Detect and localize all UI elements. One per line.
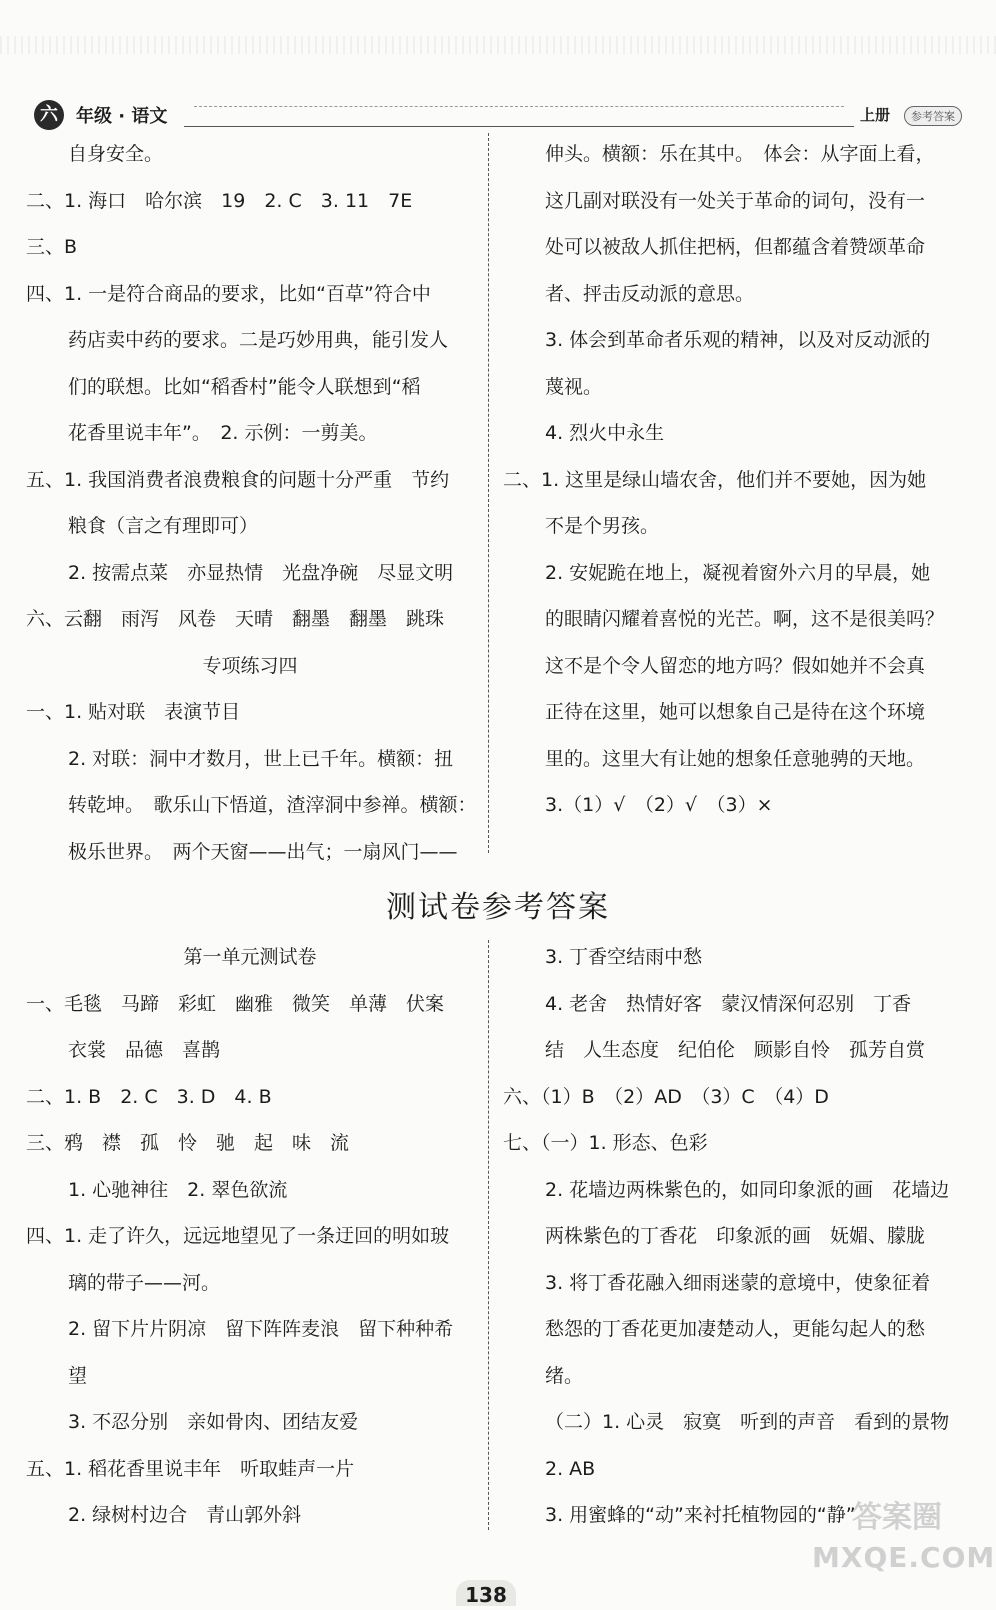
answer-line: 绪。 — [545, 1364, 584, 1387]
answer-line: 2. 安妮跪在地上，凝视着窗外六月的早晨，她 — [545, 561, 931, 584]
answer-line: 2. 绿树村边合 青山郭外斜 — [68, 1504, 302, 1526]
answer-line: 不是个男孩。 — [545, 515, 660, 537]
answer-line: 3. 丁香空结雨中愁 — [545, 946, 703, 968]
section-title: 测试卷参考答案 — [386, 890, 610, 925]
answer-line: 望 — [68, 1364, 88, 1387]
answer-line: 2. AB — [545, 1457, 596, 1480]
answer-line: 璃的带子——河。 — [68, 1271, 221, 1294]
answer-line: 一、1. 贴对联 表演节目 — [26, 701, 241, 723]
left-column-top — [26, 131, 477, 875]
answer-line: 五、1. 我国消费者浪费粮食的问题十分严重 节约 — [26, 468, 450, 491]
answer-line: 第一单元测试卷 — [183, 946, 317, 968]
answer-line: 这几副对联没有一处关于革命的词句，没有一 — [545, 189, 926, 212]
answer-line: 3. 用蜜蜂的“动”来衬托植物园的“静” — [545, 1504, 856, 1526]
answer-line: 3.（1）√ （2）√ （3）× — [545, 794, 773, 816]
answer-line: 极乐世界。 两个天窗——出气；一扇风门—— — [68, 840, 458, 863]
answer-line: 蔑视。 — [545, 375, 603, 398]
answer-line: 结 人生态度 纪伯伦 顾影自怜 孤芳自赏 — [545, 1039, 926, 1061]
column-divider-bottom — [488, 940, 489, 1530]
answer-line: 药店卖中药的要求。二是巧妙用典，能引发人 — [68, 329, 449, 351]
answer-line: 专项练习四 — [202, 654, 298, 677]
answer-line: 二、1. B 2. C 3. D 4. B — [26, 1085, 272, 1108]
answer-line: 2. 对联：洞中才数月，世上已千年。横额：扭 — [68, 747, 454, 770]
scan-noise-band — [0, 36, 996, 54]
answer-line: 二、1. 这里是绿山墙农舍，他们并不要她，因为她 — [503, 468, 927, 491]
subject-title: 年级 · 语文 — [76, 106, 168, 127]
header-dashed-rule — [194, 106, 844, 107]
answer-line: 自身安全。 — [68, 143, 164, 165]
answer-line: 衣裳 品德 喜鹊 — [68, 1039, 221, 1061]
watermark-logo — [812, 1498, 996, 1594]
answer-line: 二、1. 海口 哈尔滨 19 2. C 3. 11 7E — [26, 189, 413, 212]
answer-line: 一、毛毯 马蹄 彩虹 幽雅 微笑 单薄 伏案 — [26, 992, 445, 1015]
grade-badge: 六 — [34, 100, 64, 130]
answer-line: 处可以被敌人抓住把柄，但都蕴含着赞颂革命 — [545, 236, 926, 258]
answer-line: 两株紫色的丁香花 印象派的画 妩媚、朦胧 — [545, 1225, 926, 1247]
answer-line: 四、1. 一是符合商品的要求，比如“百草”符合中 — [26, 282, 431, 305]
answer-line: 1. 心驰神往 2. 翠色欲流 — [68, 1178, 288, 1201]
page-header — [34, 98, 972, 132]
answer-line: 3. 不忍分别 亲如骨肉、团结友爱 — [68, 1411, 359, 1433]
answer-line: 们的联想。比如“稻香村”能令人联想到“稻 — [68, 375, 421, 398]
right-column-bottom — [503, 934, 973, 1539]
answer-line: 三、鸦 襟 孤 怜 驰 起 味 流 — [26, 1132, 350, 1154]
watermark-cn: 答案圈 — [852, 1500, 942, 1535]
answer-line: 六、（1）B （2）AD （3）C （4）D — [503, 1085, 829, 1108]
answer-line: 花香里说丰年”。 2. 示例：一剪美。 — [68, 422, 378, 444]
watermark-en: MXQE.COM — [812, 1541, 996, 1574]
answer-line: 四、1. 走了许久，远远地望见了一条迂回的明如玻 — [26, 1225, 450, 1247]
header-rule — [184, 126, 854, 127]
answer-line: 4. 老舍 热情好客 蒙汉情深何忍别 丁香 — [545, 992, 912, 1015]
answer-line: 粮食（言之有理即可） — [68, 515, 259, 537]
answer-line: 这不是个令人留恋的地方吗？假如她并不会真 — [545, 654, 926, 677]
answer-line: 里的。这里大有让她的想象任意驰骋的天地。 — [545, 747, 926, 770]
answer-line: 六、云翻 雨泻 风卷 天晴 翻墨 翻墨 跳珠 — [26, 608, 445, 630]
right-column-top — [503, 131, 973, 829]
answer-line: 3. 体会到革命者乐观的精神，以及对反动派的 — [545, 329, 931, 351]
answer-line: 2. 按需点菜 亦显热情 光盘净碗 尽显文明 — [68, 561, 454, 584]
answer-line: 正待在这里，她可以想象自己是待在这个环境 — [545, 701, 926, 723]
volume-label: 上册 — [860, 106, 891, 124]
answer-line: 的眼睛闪耀着喜悦的光芒。啊，这不是很美吗？ — [545, 608, 945, 630]
answer-line: 3. 将丁香花融入细雨迷蒙的意境中，使象征着 — [545, 1271, 931, 1294]
left-column-bottom — [26, 934, 474, 1539]
answer-line: 愁怨的丁香花更加凄楚动人，更能勾起人的愁 — [545, 1318, 926, 1340]
page-number: 138 — [456, 1580, 516, 1606]
answer-line: （二）1. 心灵 寂寞 听到的声音 看到的景物 — [545, 1411, 950, 1433]
answer-line: 七、（一）1. 形态、色彩 — [503, 1132, 708, 1154]
answer-tag: 参考答案 — [904, 106, 962, 126]
answer-line: 2. 留下片片阴凉 留下阵阵麦浪 留下种种希 — [68, 1318, 454, 1340]
answer-line: 伸头。横额：乐在其中。 体会：从字面上看， — [545, 143, 935, 165]
answer-line: 三、B — [26, 236, 78, 258]
answer-line: 4. 烈火中永生 — [545, 422, 665, 444]
answer-line: 者、抨击反动派的意思。 — [545, 282, 755, 305]
answer-line: 五、1. 稻花香里说丰年 听取蛙声一片 — [26, 1457, 355, 1480]
answer-line: 2. 花墙边两株紫色的，如同印象派的画 花墙边 — [545, 1178, 950, 1201]
answer-line: 转乾坤。 歌乐山下悟道，渣滓洞中参禅。横额： — [68, 794, 477, 816]
column-divider-top — [488, 133, 489, 853]
